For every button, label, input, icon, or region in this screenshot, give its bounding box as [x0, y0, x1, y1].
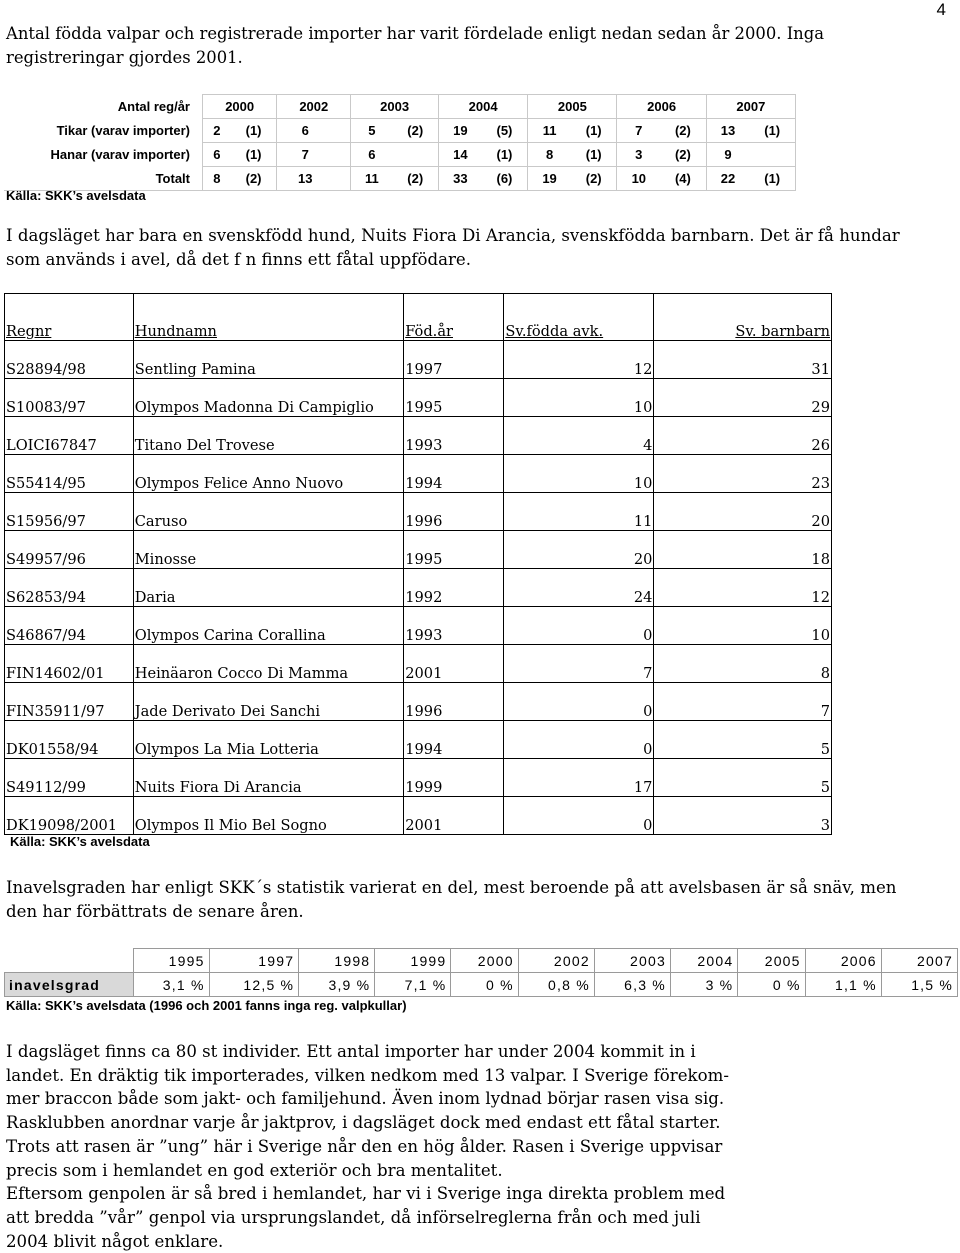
svfodda-cell: 10: [504, 379, 654, 417]
header-barnbarn: Sv. barnbarn: [654, 294, 832, 341]
fodar-cell: 1992: [404, 569, 504, 607]
barnbarn-cell: 3: [654, 797, 832, 835]
text-line: 2004 blivit något enklare.: [6, 1231, 224, 1251]
import-cell: [333, 119, 351, 143]
table-row: [5, 683, 832, 721]
import-cell: [333, 167, 351, 191]
count-cell: 7: [617, 119, 660, 143]
count-cell: 13: [277, 167, 333, 191]
import-cell: (1): [749, 119, 795, 143]
fodar-cell: 2001: [404, 797, 504, 835]
header-svfodda: Sv.födda avk.: [504, 294, 654, 341]
dog-table-header: [5, 294, 832, 341]
fodar-cell: 1993: [404, 607, 504, 645]
inbreeding-header-row: [5, 949, 958, 973]
text-line: landet. En dräktig tik importerades, vilken nedkom med 13 valpar. I Sverige förekom-: [6, 1065, 729, 1085]
regnr-cell: FIN14602/01: [5, 645, 134, 683]
hundnamn-cell: Nuits Fiora Di Arancia: [133, 759, 403, 797]
inbreeding-year: 2000: [451, 949, 518, 973]
table-row: [5, 379, 832, 417]
import-cell: [749, 143, 795, 167]
count-cell: 8: [528, 143, 571, 167]
svfodda-cell: 20: [504, 531, 654, 569]
text-line: mer braccon både som jakt- och familjehund. Även inom lydnad börjar rasen visa sig.: [6, 1089, 725, 1109]
row-label: Tikar (varav importer): [56, 123, 190, 138]
import-cell: (1): [482, 143, 528, 167]
import-cell: (2): [660, 119, 706, 143]
registration-header-row: [4, 95, 796, 119]
hundnamn-cell: Caruso: [133, 493, 403, 531]
count-cell: 11: [528, 119, 571, 143]
text-line: I dagsläget finns ca 80 st individer. Ett antal importer har under 2004 kommit in i: [6, 1042, 696, 1061]
regnr-cell: S10083/97: [5, 379, 134, 417]
table-row: [5, 759, 832, 797]
inbreeding-year: 2005: [738, 949, 805, 973]
table-row: [5, 569, 832, 607]
hundnamn-cell: Olympos Carina Corallina: [133, 607, 403, 645]
inbreeding-value: 6,3 %: [594, 973, 670, 997]
inbreeding-value: 1,1 %: [805, 973, 881, 997]
row-label: Hanar (varav importer): [50, 147, 190, 162]
regnr-cell: S49957/96: [5, 531, 134, 569]
table-row: [5, 341, 832, 379]
regnr-cell: DK19098/2001: [5, 797, 134, 835]
registration-source: Källa: SKK’s avelsdata: [6, 188, 146, 203]
svfodda-cell: 0: [504, 607, 654, 645]
header-regnr: Regnr: [5, 294, 134, 341]
hundnamn-cell: Daria: [133, 569, 403, 607]
import-cell: (1): [231, 119, 277, 143]
count-cell: 6: [277, 119, 333, 143]
hundnamn-cell: Sentling Pamina: [133, 341, 403, 379]
table-row: [5, 531, 832, 569]
import-cell: (1): [749, 167, 795, 191]
import-cell: (5): [482, 119, 528, 143]
count-cell: 11: [351, 167, 393, 191]
header-hundnamn: Hundnamn: [133, 294, 403, 341]
count-cell: 6: [351, 143, 393, 167]
svfodda-cell: 4: [504, 417, 654, 455]
import-cell: (1): [571, 119, 617, 143]
barnbarn-cell: 10: [654, 607, 832, 645]
table-row: [5, 797, 832, 835]
table-row: [5, 455, 832, 493]
regnr-cell: S46867/94: [5, 607, 134, 645]
inbreeding-value: 12,5 %: [209, 973, 299, 997]
count-cell: 2: [203, 119, 231, 143]
registration-table: [4, 94, 796, 191]
count-cell: 5: [351, 119, 393, 143]
table-row: [5, 721, 832, 759]
table-row: [4, 143, 796, 167]
inbreeding-year: 2002: [518, 949, 594, 973]
year-header: 2005: [528, 95, 617, 119]
dog-table-source: Källa: SKK’s avelsdata: [10, 834, 150, 849]
count-cell: 6: [203, 143, 231, 167]
barnbarn-cell: 29: [654, 379, 832, 417]
intro-paragraph: Antal födda valpar och registrerade importer har varit fördelade enligt nedan sedan år 2000. Inga registreringar gjordes 2001.: [6, 24, 824, 67]
fodar-cell: 1995: [404, 379, 504, 417]
count-cell: 9: [706, 143, 749, 167]
year-header: 2004: [439, 95, 528, 119]
regnr-cell: FIN35911/97: [5, 683, 134, 721]
import-cell: (2): [392, 119, 438, 143]
fodar-cell: 1994: [404, 455, 504, 493]
inbreeding-value: 0 %: [451, 973, 518, 997]
import-cell: (2): [231, 167, 277, 191]
registration-header-label: Antal reg/år: [117, 99, 190, 114]
svfodda-cell: 17: [504, 759, 654, 797]
svfodda-cell: 24: [504, 569, 654, 607]
svfodda-cell: 0: [504, 721, 654, 759]
text-line: Rasklubben anordnar varje år jaktprov, i dagsläget dock med endast ett fåtal starter.: [6, 1113, 721, 1133]
table-row: [4, 167, 796, 191]
page-number: 4: [936, 0, 946, 19]
import-cell: (2): [392, 167, 438, 191]
table-row: [5, 417, 832, 455]
fodar-cell: 1999: [404, 759, 504, 797]
regnr-cell: S28894/98: [5, 341, 134, 379]
inbreeding-year: 2003: [594, 949, 670, 973]
svfodda-cell: 10: [504, 455, 654, 493]
count-cell: 14: [439, 143, 482, 167]
inbreeding-value: 1,5 %: [881, 973, 957, 997]
text-line: att bredda ”vår” genpol via ursprungslandet, då införselreglerna från och med juli: [6, 1207, 701, 1227]
import-cell: (1): [571, 143, 617, 167]
paragraph-three: Inavelsgraden har enligt SKK´s statistik varierat en del, mest beroende på att avelsbasen är så snäv, men den har förbättrats de senare åren.: [6, 878, 897, 921]
regnr-cell: S49112/99: [5, 759, 134, 797]
final-paragraphs: [6, 1040, 956, 1253]
import-cell: (6): [482, 167, 528, 191]
inbreeding-source: Källa: SKK’s avelsdata (1996 och 2001 fanns inga reg. valpkullar): [6, 998, 407, 1013]
barnbarn-cell: 5: [654, 759, 832, 797]
row-label: Totalt: [4, 167, 203, 191]
fodar-cell: 1994: [404, 721, 504, 759]
fodar-cell: 1997: [404, 341, 504, 379]
year-header: 2002: [277, 95, 351, 119]
dog-table: [4, 293, 832, 835]
barnbarn-cell: 31: [654, 341, 832, 379]
inbreeding-value: 3,1 %: [133, 973, 209, 997]
svfodda-cell: 0: [504, 683, 654, 721]
fodar-cell: 1996: [404, 683, 504, 721]
regnr-cell: LOICI67847: [5, 417, 134, 455]
hundnamn-cell: Olympos Felice Anno Nuovo: [133, 455, 403, 493]
hundnamn-cell: Olympos La Mia Lotteria: [133, 721, 403, 759]
text-line: Trots att rasen är ”ung” här i Sverige når den en hög ålder. Rasen i Sverige uppvisar: [6, 1136, 723, 1156]
year-header: 2007: [706, 95, 795, 119]
year-header: 2000: [203, 95, 277, 119]
inbreeding-year: 1999: [375, 949, 451, 973]
table-row: [5, 645, 832, 683]
inbreeding-value: 7,1 %: [375, 973, 451, 997]
inbreeding-year: 1997: [209, 949, 299, 973]
count-cell: 3: [617, 143, 660, 167]
hundnamn-cell: Heinäaron Cocco Di Mamma: [133, 645, 403, 683]
import-cell: [333, 143, 351, 167]
count-cell: 19: [439, 119, 482, 143]
hundnamn-cell: Jade Derivato Dei Sanchi: [133, 683, 403, 721]
inbreeding-value: 3 %: [670, 973, 737, 997]
count-cell: 7: [277, 143, 333, 167]
barnbarn-cell: 5: [654, 721, 832, 759]
hundnamn-cell: Olympos Madonna Di Campiglio: [133, 379, 403, 417]
import-cell: (2): [571, 167, 617, 191]
count-cell: 22: [706, 167, 749, 191]
inbreeding-year: 1998: [299, 949, 375, 973]
year-header: 2003: [351, 95, 439, 119]
svfodda-cell: 0: [504, 797, 654, 835]
inbreeding-year: 2004: [670, 949, 737, 973]
regnr-cell: S55414/95: [5, 455, 134, 493]
inbreeding-year: 2007: [881, 949, 957, 973]
hundnamn-cell: Minosse: [133, 531, 403, 569]
year-header: 2006: [617, 95, 706, 119]
regnr-cell: DK01558/94: [5, 721, 134, 759]
inbreeding-value: 3,9 %: [299, 973, 375, 997]
barnbarn-cell: 20: [654, 493, 832, 531]
barnbarn-cell: 12: [654, 569, 832, 607]
count-cell: 10: [617, 167, 660, 191]
inbreeding-value: 0 %: [738, 973, 805, 997]
svfodda-cell: 11: [504, 493, 654, 531]
table-row: [5, 607, 832, 645]
inbreeding-year: 1995: [133, 949, 209, 973]
count-cell: 13: [706, 119, 749, 143]
svfodda-cell: 12: [504, 341, 654, 379]
inbreeding-value-row: [5, 973, 958, 997]
paragraph-two: I dagsläget har bara en svenskfödd hund, Nuits Fiora Di Arancia, svenskfödda barnbarn. Det är få hundar som används i avel, då det f n finns ett fåtal uppfödare.: [6, 226, 900, 269]
inbreeding-label: inavelsgrad: [5, 973, 134, 997]
header-fodar: Föd.år: [404, 294, 504, 341]
import-cell: [392, 143, 438, 167]
regnr-cell: S62853/94: [5, 569, 134, 607]
barnbarn-cell: 23: [654, 455, 832, 493]
text-line: precis som i hemlandet en god exteriör och bra mentalitet.: [6, 1160, 503, 1180]
text-line: Eftersom genpolen är så bred i hemlandet, har vi i Sverige inga direkta problem med: [6, 1184, 726, 1204]
import-cell: (1): [231, 143, 277, 167]
fodar-cell: 1996: [404, 493, 504, 531]
import-cell: (2): [660, 143, 706, 167]
barnbarn-cell: 8: [654, 645, 832, 683]
import-cell: (4): [660, 167, 706, 191]
hundnamn-cell: Titano Del Trovese: [133, 417, 403, 455]
fodar-cell: 1995: [404, 531, 504, 569]
barnbarn-cell: 26: [654, 417, 832, 455]
count-cell: 33: [439, 167, 482, 191]
inbreeding-year: 2006: [805, 949, 881, 973]
table-row: [5, 493, 832, 531]
inbreeding-value: 0,8 %: [518, 973, 594, 997]
inbreeding-table: [4, 948, 958, 997]
barnbarn-cell: 7: [654, 683, 832, 721]
barnbarn-cell: 18: [654, 531, 832, 569]
hundnamn-cell: Olympos Il Mio Bel Sogno: [133, 797, 403, 835]
table-row: [4, 119, 796, 143]
fodar-cell: 2001: [404, 645, 504, 683]
fodar-cell: 1993: [404, 417, 504, 455]
regnr-cell: S15956/97: [5, 493, 134, 531]
count-cell: 8: [203, 167, 231, 191]
inbreeding-corner: [5, 949, 134, 973]
svfodda-cell: 7: [504, 645, 654, 683]
count-cell: 19: [528, 167, 571, 191]
